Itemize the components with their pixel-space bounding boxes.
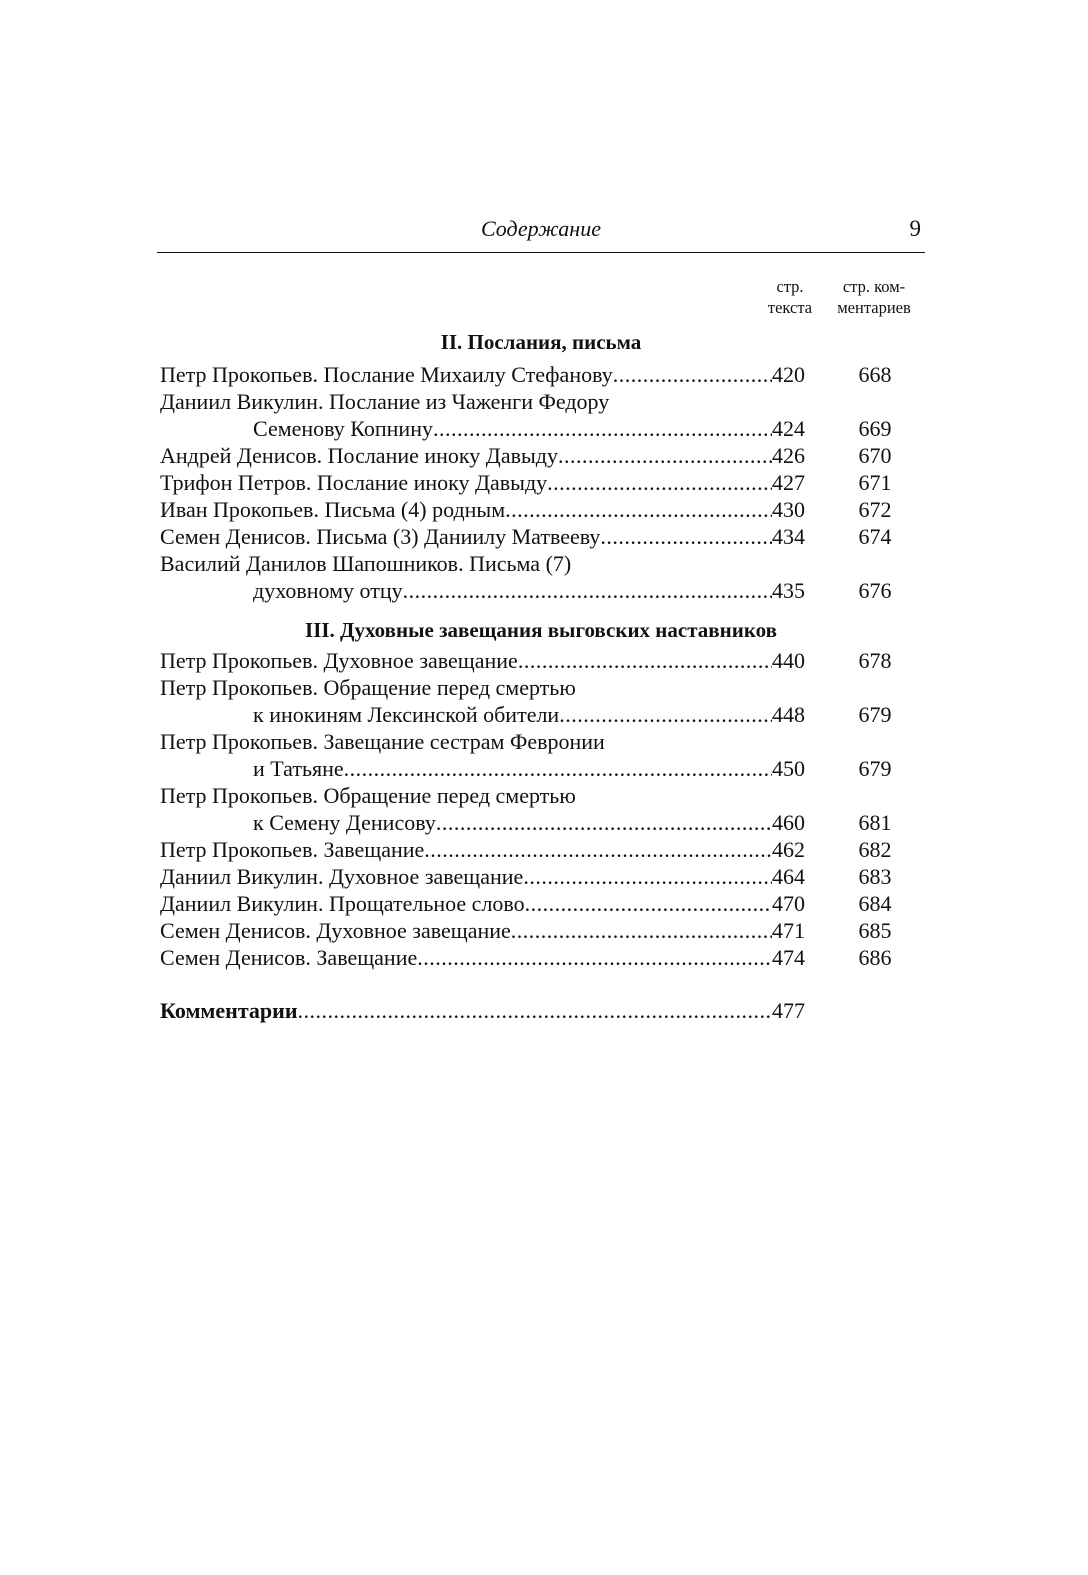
entry-title: Петр Прокопьев. Обращение перед смертью (160, 783, 576, 808)
entry-title: Василий Данилов Шапошников. Письма (7) (160, 551, 572, 576)
text-page: 427 (772, 470, 805, 495)
dot-leader (518, 648, 772, 674)
comment-page: 679 (858, 702, 892, 727)
text-page: 474 (772, 945, 805, 970)
dot-leader (511, 918, 772, 944)
dot-leader (417, 945, 772, 971)
column-header-text-line-2: текста (767, 298, 813, 317)
comment-page: 672 (858, 497, 892, 522)
entry-title-continued: Семенову Копнину (253, 416, 433, 441)
entry-title: Андрей Денисов. Послание иноку Давыду (160, 443, 558, 468)
text-page: 430 (772, 497, 805, 522)
text-page: 450 (772, 756, 805, 781)
column-header-comment-line-2: ментариев (837, 298, 911, 317)
comment-page: 684 (858, 891, 892, 916)
comment-page: 686 (858, 945, 892, 970)
dot-leader (436, 810, 772, 836)
dot-leader (344, 756, 772, 782)
section-title: II. Послания, письма (440, 330, 642, 354)
text-page: 464 (772, 864, 805, 889)
text-page: 477 (772, 998, 805, 1023)
dot-leader (403, 578, 772, 604)
dot-leader (547, 470, 772, 496)
text-page: 448 (772, 702, 805, 727)
entry-title: Семен Денисов. Письма (3) Даниилу Матвееву (160, 524, 601, 549)
text-page: 426 (772, 443, 805, 468)
text-page: 420 (772, 362, 805, 387)
dot-leader (600, 524, 772, 550)
comment-page: 669 (858, 416, 892, 441)
entry-title-continued: и Татьяне (253, 756, 344, 781)
comment-page: 683 (858, 864, 892, 889)
page-number: 9 (909, 216, 921, 241)
text-page: 470 (772, 891, 805, 916)
text-page: 434 (772, 524, 805, 549)
header-rule (157, 252, 925, 253)
entry-title: Даниил Викулин. Послание из Чаженги Федору (160, 389, 610, 414)
entry-title: Петр Прокопьев. Духовное завещание (160, 648, 518, 673)
entry-title: Комментарии (160, 998, 298, 1023)
entry-title: Иван Прокопьев. Письма (4) родным (160, 497, 506, 522)
dot-leader (424, 837, 772, 863)
dot-leader (525, 891, 772, 917)
comment-page: 668 (858, 362, 892, 387)
entry-title: Петр Прокопьев. Послание Михаилу Стефанову (160, 362, 613, 387)
comment-page: 681 (858, 810, 892, 835)
dot-leader (558, 443, 772, 469)
comment-page: 674 (858, 524, 892, 549)
column-header-text-pages (752, 276, 828, 318)
dot-leader (433, 416, 772, 442)
comment-page: 678 (858, 648, 892, 673)
entry-title-continued: к Семену Денисову (253, 810, 436, 835)
text-page: 424 (772, 416, 805, 441)
entry-title: Даниил Викулин. Прощательное слово (160, 891, 525, 916)
section-title: III. Духовные завещания выговских наставников (305, 618, 777, 642)
text-page: 462 (772, 837, 805, 862)
running-title: Содержание (480, 216, 601, 241)
comment-page: 670 (858, 443, 892, 468)
entry-title: Семен Денисов. Духовное завещание (160, 918, 511, 943)
running-header (157, 214, 925, 250)
dot-leader (298, 998, 772, 1024)
entry-title: Петр Прокопьев. Завещание сестрам Февронии (160, 729, 605, 754)
entry-title: Трифон Петров. Послание иноку Давыду (160, 470, 548, 495)
dot-leader (559, 702, 772, 728)
entry-title: Семен Денисов. Завещание (160, 945, 418, 970)
text-page: 440 (772, 648, 805, 673)
text-page: 471 (772, 918, 805, 943)
column-header-comment-pages (818, 276, 930, 318)
dot-leader (523, 864, 772, 890)
entry-title: Даниил Викулин. Духовное завещание (160, 864, 524, 889)
dot-leader (613, 362, 772, 388)
comment-page: 685 (858, 918, 892, 943)
entry-title: Петр Прокопьев. Завещание (160, 837, 425, 862)
entry-title-continued: к инокиням Лексинской обители (253, 702, 560, 727)
entry-title: Петр Прокопьев. Обращение перед смертью (160, 675, 576, 700)
comment-page: 671 (858, 470, 892, 495)
column-header-text-line-1: стр. (776, 277, 804, 296)
comment-page: 676 (858, 578, 892, 603)
comment-page: 679 (858, 756, 892, 781)
text-page: 460 (772, 810, 805, 835)
comment-page: 682 (858, 837, 892, 862)
column-header-comment-line-1: стр. ком- (842, 277, 906, 296)
dot-leader (505, 497, 772, 523)
text-page: 435 (772, 578, 805, 603)
entry-title-continued: духовному отцу (253, 578, 403, 603)
